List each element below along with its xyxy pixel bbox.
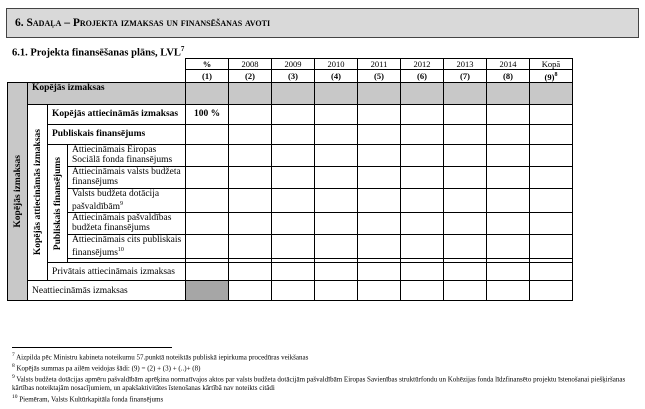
cell[interactable] (229, 166, 272, 188)
cell[interactable] (530, 104, 573, 124)
cell[interactable] (272, 124, 315, 144)
cell[interactable] (272, 281, 315, 301)
col-num-7: (7) (444, 70, 487, 83)
dotacija-footnote-ref: 9 (120, 200, 124, 207)
cell[interactable] (444, 166, 487, 188)
col-header-2014: 2014 (487, 59, 530, 70)
cell[interactable] (401, 212, 444, 234)
cell[interactable] (444, 234, 487, 258)
cell[interactable] (358, 166, 401, 188)
cell[interactable] (530, 166, 573, 188)
cell[interactable] (358, 124, 401, 144)
vertical-attiecinamas: Kopējās attiecināmās izmaksas (28, 104, 48, 280)
cell[interactable] (487, 104, 530, 124)
cell[interactable] (444, 82, 487, 104)
section-header (6, 8, 639, 38)
table-subtitle (12, 45, 184, 59)
cell[interactable] (444, 144, 487, 166)
cell[interactable] (401, 263, 444, 281)
cell[interactable] (530, 144, 573, 166)
cell[interactable] (401, 234, 444, 258)
cell[interactable] (358, 188, 401, 212)
row-esf-label: Attiecināmais Eiropas Sociālā fonda finansējums (68, 144, 186, 166)
cell[interactable] (487, 263, 530, 281)
section-title: Projekta izmaksas un finansēšanas avoti (72, 17, 271, 29)
cell[interactable] (530, 188, 573, 212)
footnote-9: $^9$ Valsts budžeta dotācijas apmēru pašvaldībām aprēķina normatīvajos aktos par valsts budžeta dotācijām pašvaldībām Eiropas Savienības struktūrfondu un Kohēzijas fonda līdzfinansēto projektu īstenošanai piešķiršanas kārtības noteiktajām nosacījumiem, un apakšaktivitātes īstenošanas kārtībā nav noteikts citādi (12, 374, 626, 393)
subtitle-footnote-ref: 7 (180, 45, 185, 53)
col-header-2010: 2010 (315, 59, 358, 70)
cell[interactable] (186, 188, 229, 212)
cell[interactable] (487, 281, 530, 301)
cell[interactable] (272, 166, 315, 188)
cell[interactable] (358, 212, 401, 234)
cell[interactable] (401, 82, 444, 104)
row-publiskais-label: Publiskais finansējums (48, 124, 186, 144)
col-header-total: Kopā (530, 59, 573, 70)
cell[interactable] (186, 166, 229, 188)
cell[interactable] (186, 124, 229, 144)
row-valsts-label: Attiecināmais valsts budžeta finansējums (68, 166, 186, 188)
cell[interactable] (530, 124, 573, 144)
cell[interactable] (444, 263, 487, 281)
footnote-divider (12, 347, 172, 348)
cell[interactable] (272, 188, 315, 212)
cell[interactable] (401, 124, 444, 144)
cell[interactable] (186, 212, 229, 234)
footnote-8: $^8$ Kopējās summas pa ailēm veidojas šādi: (9) = (2) + (3) + (..)+ (8) (12, 363, 201, 373)
cell[interactable] (444, 124, 487, 144)
cell[interactable] (487, 234, 530, 258)
col-header-percent: % (186, 59, 229, 70)
cell[interactable] (444, 281, 487, 301)
cits-footnote-ref: 10 (117, 246, 124, 253)
cell[interactable] (315, 104, 358, 124)
cell[interactable] (315, 166, 358, 188)
cell[interactable] (186, 144, 229, 166)
total-footnote-ref: 8 (554, 72, 558, 78)
cell[interactable] (530, 234, 573, 258)
row-privatais-label: Privātais attiecināmais izmaksas (48, 263, 186, 281)
cell[interactable] (401, 166, 444, 188)
col-num-6: (6) (401, 70, 444, 83)
cell[interactable] (229, 124, 272, 144)
vertical-publiskais: Publiskais finansējums (48, 144, 68, 262)
row-neattiecinamas-label: Neattiecināmās izmaksas (28, 281, 186, 301)
cell-disabled (186, 281, 229, 301)
cell (186, 82, 229, 104)
row-cits-label: Attiecināmais cits publiskais finansējums$^{10}$ (68, 234, 186, 258)
subtitle-text: 6.1. Projekta finansēšanas plāns, LVL (12, 47, 181, 59)
vertical-kopejas: Kopējās izmaksas (8, 82, 28, 300)
cell[interactable] (444, 104, 487, 124)
col-num-4: (4) (315, 70, 358, 83)
col-num-1: (1) (186, 70, 229, 83)
cell[interactable] (401, 281, 444, 301)
cell[interactable] (315, 263, 358, 281)
section-prefix: 6. Sadaļa – (15, 17, 70, 29)
cell[interactable] (186, 263, 229, 281)
cell[interactable] (444, 212, 487, 234)
cell[interactable] (358, 281, 401, 301)
cell[interactable] (444, 188, 487, 212)
col-num-8: (8) (487, 70, 530, 83)
cell[interactable] (272, 234, 315, 258)
col-header-2011: 2011 (358, 59, 401, 70)
col-num-9: $(9)^8$ (530, 70, 573, 83)
cell[interactable] (401, 104, 444, 124)
footnote-10: $^{10}$ Piemēram, Valsts Kultūrkapitāla fonda finansējums (12, 394, 164, 404)
cell[interactable] (315, 144, 358, 166)
col-num-3: (3) (272, 70, 315, 83)
col-header-2009: 2009 (272, 59, 315, 70)
cell[interactable] (272, 104, 315, 124)
col-header-2008: 2008 (229, 59, 272, 70)
footnotes (12, 351, 640, 404)
cell[interactable] (229, 82, 272, 104)
row-attiecinamas-pct: 100 % (186, 104, 229, 124)
col-header-2012: 2012 (401, 59, 444, 70)
cell[interactable] (315, 124, 358, 144)
cell[interactable] (358, 82, 401, 104)
cell[interactable] (530, 281, 573, 301)
cell[interactable] (487, 212, 530, 234)
cell[interactable] (358, 144, 401, 166)
cell[interactable] (530, 263, 573, 281)
cell[interactable] (272, 144, 315, 166)
cell[interactable] (315, 234, 358, 258)
cell[interactable] (358, 104, 401, 124)
row-dotacija-label: Valsts budžeta dotācija pašvaldībām$^9$ (68, 188, 186, 212)
cell[interactable] (487, 188, 530, 212)
cell[interactable] (229, 144, 272, 166)
cell[interactable] (272, 82, 315, 104)
cell[interactable] (229, 281, 272, 301)
header-blank-2 (8, 70, 186, 83)
cell[interactable] (487, 124, 530, 144)
cell[interactable] (315, 188, 358, 212)
cell[interactable] (229, 212, 272, 234)
cell[interactable] (229, 234, 272, 258)
cell[interactable] (487, 82, 530, 104)
col-num-5: (5) (358, 70, 401, 83)
cell[interactable] (530, 212, 573, 234)
row-kopejas-label: Kopējās izmaksas (28, 82, 186, 104)
cell[interactable] (272, 263, 315, 281)
cell[interactable] (315, 82, 358, 104)
cell[interactable] (401, 188, 444, 212)
cell[interactable] (358, 263, 401, 281)
header-blank (8, 59, 186, 70)
footnote-7: $^7$ Aizpilda pēc Ministru kabineta noteikumu 57.punktā noteiktās publiskā iepirkuma procedūras veikšanas (12, 352, 309, 362)
cell[interactable] (186, 234, 229, 258)
cell[interactable] (530, 82, 573, 104)
cell[interactable] (487, 166, 530, 188)
col-num-2: (2) (229, 70, 272, 83)
cell[interactable] (315, 281, 358, 301)
col-header-2013: 2013 (444, 59, 487, 70)
cell[interactable] (358, 234, 401, 258)
cell[interactable] (229, 188, 272, 212)
cell[interactable] (401, 144, 444, 166)
row-attiecinamas-label: Kopējās attiecināmās izmaksas (48, 104, 186, 124)
row-pasvaldibas-label: Attiecināmais pašvaldības budžeta finansējums (68, 212, 186, 234)
finance-plan-table (7, 58, 573, 301)
cell[interactable] (229, 263, 272, 281)
cell[interactable] (229, 104, 272, 124)
cell[interactable] (272, 212, 315, 234)
cell[interactable] (487, 144, 530, 166)
cell[interactable] (315, 212, 358, 234)
